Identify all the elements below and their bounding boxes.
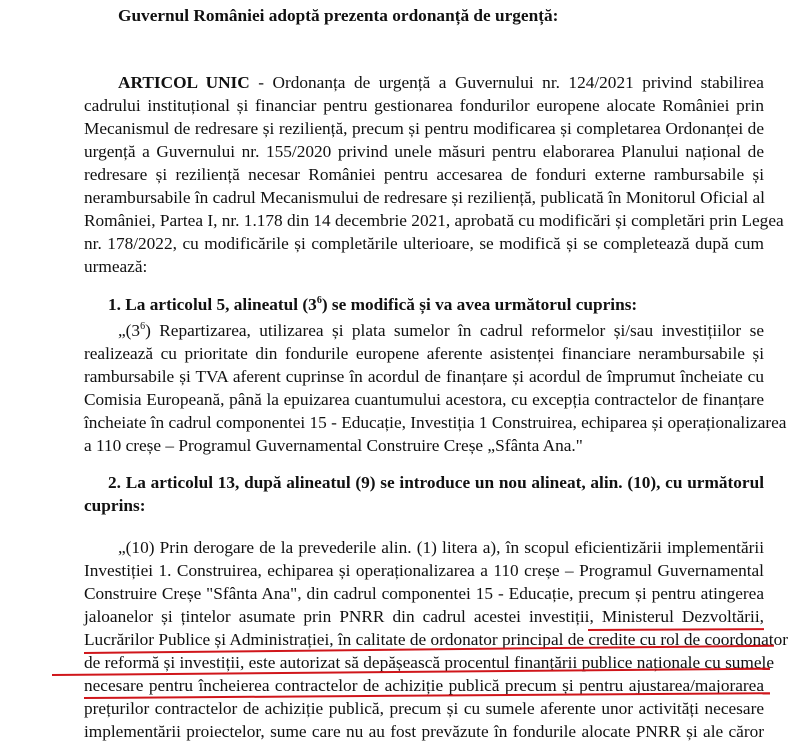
point1-line: realizează cu prioritate din fondurile europene aferente asistenței financiare nerambursabile și bbox=[84, 344, 764, 363]
point2-line: Lucrărilor Publice și Administrației, în calitate de ordonator principal de credite cu rol de coordonator bbox=[84, 630, 788, 649]
point2-line: prețurilor contractelor de achiziție publică, precum și cu sumele aferente unor activități necesare bbox=[84, 699, 764, 718]
point2-heading: 2. La articolul 13, după alineatul (9) se introduce un nou alineat, alin. (10), cu următorul bbox=[108, 473, 764, 492]
article-line1-text: - Ordonanța de urgență a Guvernului nr. 124/2021 privind stabilirea bbox=[249, 73, 764, 92]
point1-line: rambursabile și TVA aferent cuprinse în acordul de finanțare și acordul de împrumut încheiate cu bbox=[84, 367, 764, 386]
point1-heading bbox=[108, 294, 637, 317]
article-line: nerambursabile în cadrul Mecanismului de redresare și reziliență, publicată în Monitorul Oficial al bbox=[84, 188, 765, 207]
article-line: redresare și reziliență necesar României pentru accesarea de fonduri externe rambursabile și bbox=[84, 165, 764, 184]
article-first-line bbox=[118, 72, 764, 95]
point1-quote-prefix: „(3 bbox=[118, 321, 141, 340]
point1-line-last: a 110 creșe – Programul Guvernamental Construire Creșe „Sfânta Ana." bbox=[84, 436, 583, 455]
point2-line: „(10) Prin derogare de la prevederile alin. (1) litera a), în scopul eficientizării implementării bbox=[118, 538, 764, 557]
point1-quote-text: ) Repartizarea, utilizarea și plata sumelor în cadrul reformelor și/sau investițiilor se bbox=[145, 321, 764, 340]
article-line: cadrului instituțional și financiar pentru gestionarea fondurilor europene alocate României prin bbox=[84, 96, 764, 115]
point2-line: Construire Creșe "Sfânta Ana", din cadrul componentei 15 - Educație, precum și pentru atingerea bbox=[84, 584, 764, 603]
point1-heading-suffix: ) se modifică și va avea următorul cuprins: bbox=[321, 295, 638, 314]
point1-quote-first-line bbox=[118, 320, 764, 343]
article-line-last: urmează: bbox=[84, 257, 148, 276]
article-line: nr. 178/2022, cu modificările și completările ulterioare, se modifică și se completează după cum bbox=[84, 234, 764, 253]
point2-line: Investiției 1. Construirea, echiparea și operaționalizarea a 110 creșe – Programul Guvernamental bbox=[84, 561, 764, 580]
point1-heading-sup: 6 bbox=[316, 295, 322, 307]
point1-line: Comisia Europeană, până la epuizarea cuantumului acestora, cu excepția contractelor de finanțare bbox=[84, 390, 764, 409]
article-title: ARTICOL UNIC bbox=[118, 73, 250, 92]
article-line: urgență a Guvernului nr. 155/2020 privind unele măsuri pentru elaborarea Planului național de bbox=[84, 142, 764, 161]
point1-quote-sup: 6 bbox=[140, 321, 146, 333]
point2-heading-cont: cuprins: bbox=[84, 496, 146, 515]
point2-line: de reformă și investiții, este autorizat să depășească procentul finanțării publice naționale cu sumele bbox=[84, 653, 775, 672]
article-line: Mecanismul de redresare și reziliență, precum și pentru modificarea și completarea Ordonanței de bbox=[84, 119, 764, 138]
point2-line: necesare pentru încheierea contractelor de achiziție publică precum și pentru ajustarea/majorarea bbox=[84, 676, 764, 695]
point2-line: jaloanelor și țintelor asumate prin PNRR din cadrul acestei investiții, Ministerul Dezvoltării, bbox=[84, 607, 764, 626]
point1-heading-prefix: 1. La articolul 5, alineatul (3 bbox=[108, 295, 317, 314]
point2-line: implementării proiectelor, sume care nu au fost prevăzute în fondurile alocate PNRR și ale căror bbox=[84, 722, 764, 741]
page-heading: Guvernul României adoptă prezenta ordonanță de urgență: bbox=[118, 6, 559, 25]
point1-line: încheiate în cadrul componentei 15 - Educație, Investiția 1 Construirea, echiparea și operaționalizarea bbox=[84, 413, 787, 432]
article-line: României, Partea I, nr. 1.178 din 14 decembrie 2021, aprobată cu modificări și completări prin Legea bbox=[84, 211, 784, 230]
